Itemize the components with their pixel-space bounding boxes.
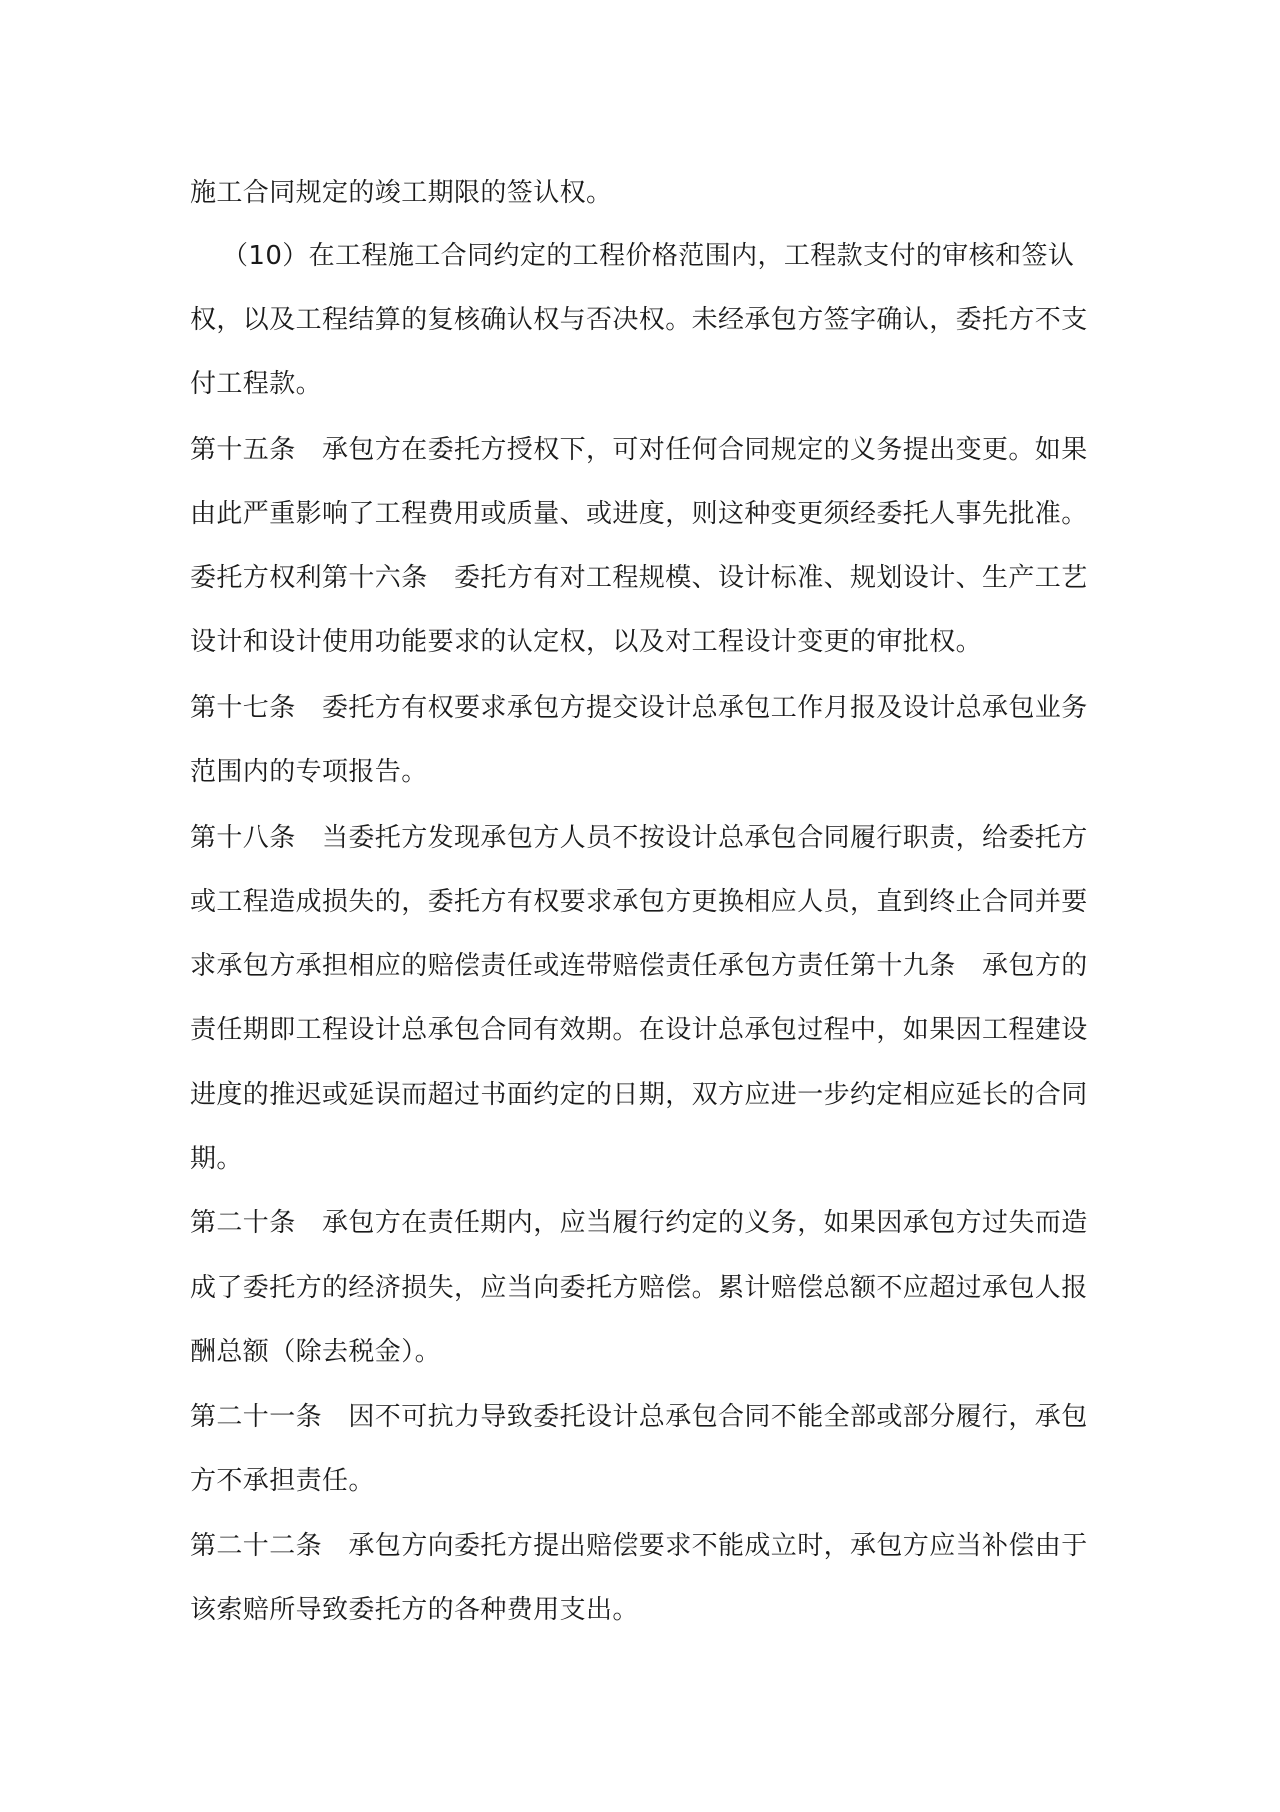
text-line: 设计和设计使用功能要求的认定权，以及对工程设计变更的审批权。 (190, 627, 983, 657)
text-line: 该索赔所导致委托方的各种费用支出。 (190, 1595, 639, 1625)
text-line: 或工程造成损失的，委托方有权要求承包方更换相应人员，直到终止合同并要 (190, 887, 1088, 917)
text-line: 第二十条 承包方在责任期内，应当履行约定的义务，如果因承包方过失而造 (190, 1208, 1088, 1238)
text-line: 成了委托方的经济损失，应当向委托方赔偿。累计赔偿总额不应超过承包人报 (190, 1273, 1088, 1303)
text-line: 付工程款。 (190, 369, 323, 399)
text-line: 施工合同规定的竣工期限的签认权。 (190, 178, 613, 208)
text-line: 第十七条 委托方有权要求承包方提交设计总承包工作月报及设计总承包业务 (190, 693, 1088, 723)
text-line: 权，以及工程结算的复核确认权与否决权。未经承包方签字确认，委托方不支 (190, 305, 1088, 335)
text-line: 期。 (190, 1144, 243, 1174)
text-line: 酬总额（除去税金）。 (190, 1337, 442, 1367)
text-line: 第十五条 承包方在委托方授权下，可对任何合同规定的义务提出变更。如果 (190, 435, 1088, 465)
text-line: 方不承担责任。 (190, 1466, 375, 1496)
text-line: 求承包方承担相应的赔偿责任或连带赔偿责任承包方责任第十九条 承包方的 (190, 951, 1088, 981)
text-line: 责任期即工程设计总承包合同有效期。在设计总承包过程中，如果因工程建设 (190, 1015, 1088, 1045)
text-line: 范围内的专项报告。 (190, 757, 428, 787)
text-line: 委托方权利第十六条 委托方有对工程规模、设计标准、规划设计、生产工艺 (190, 563, 1088, 593)
text-line: 第二十二条 承包方向委托方提出赔偿要求不能成立时，承包方应当补偿由于 (190, 1531, 1088, 1561)
text-line: 第十八条 当委托方发现承包方人员不按设计总承包合同履行职责，给委托方 (190, 823, 1088, 853)
text-line: 由此严重影响了工程费用或质量、或进度，则这种变更须经委托人事先批准。 (190, 499, 1088, 529)
text-line: （10）在工程施工合同约定的工程价格范围内，工程款支付的审核和签认 (222, 241, 1075, 271)
text-line: 第二十一条 因不可抗力导致委托设计总承包合同不能全部或部分履行，承包 (190, 1402, 1088, 1432)
text-line: 进度的推迟或延误而超过书面约定的日期，双方应进一步约定相应延长的合同 (190, 1080, 1088, 1110)
